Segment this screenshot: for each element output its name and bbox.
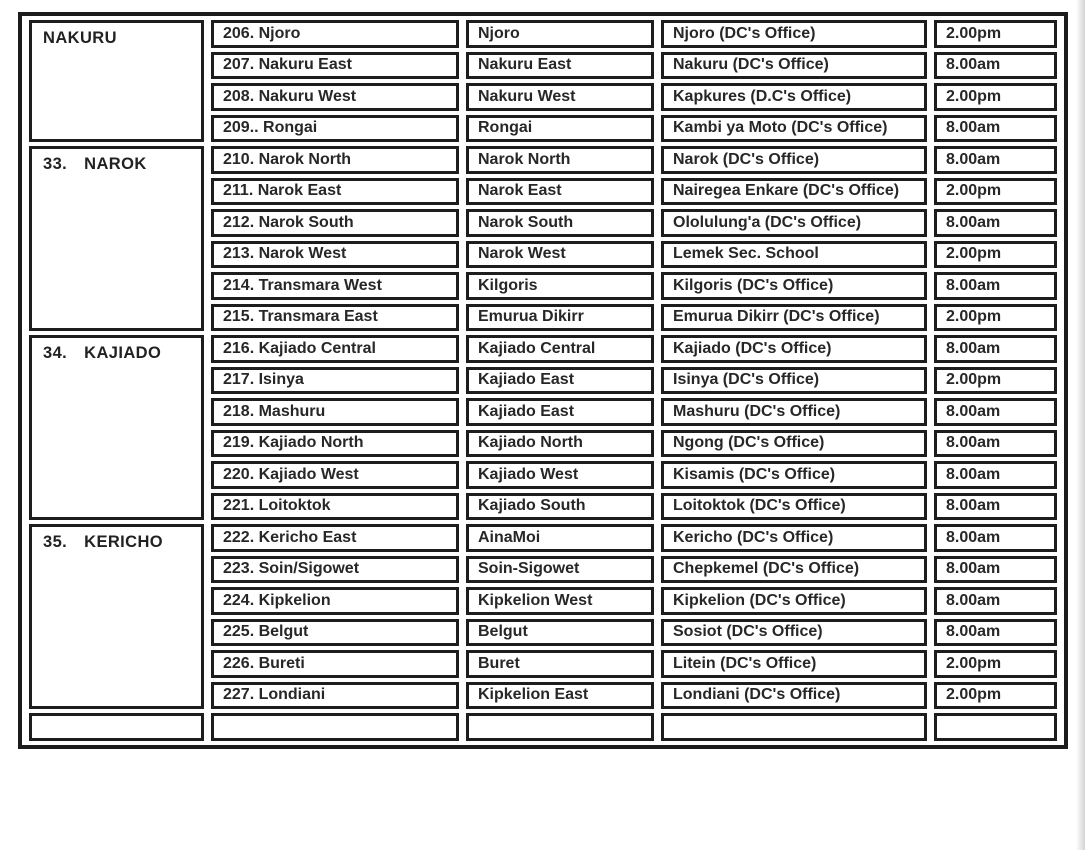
constituency-cell: 213. Narok West <box>211 241 459 269</box>
partial-cell <box>934 713 1057 741</box>
district-cell: Kilgoris <box>466 272 654 300</box>
time-cell: 8.00am <box>934 619 1057 647</box>
county-name: NAROK <box>84 155 147 173</box>
district-cell: Narok East <box>466 178 654 206</box>
county-name: KAJIADO <box>84 344 162 362</box>
time-cell: 2.00pm <box>934 20 1057 48</box>
county-cell <box>29 146 204 331</box>
district-cell: AinaMoi <box>466 524 654 552</box>
venue-cell: Kapkures (D.C's Office) <box>661 83 927 111</box>
time-cell: 8.00am <box>934 335 1057 363</box>
venue-cell: Mashuru (DC's Office) <box>661 398 927 426</box>
time-cell: 8.00am <box>934 52 1057 80</box>
time-cell: 2.00pm <box>934 682 1057 710</box>
constituency-cell: 211. Narok East <box>211 178 459 206</box>
district-cell: Kajiado North <box>466 430 654 458</box>
county-number: 34. <box>43 344 68 362</box>
constituency-cell: 221. Loitoktok <box>211 493 459 521</box>
district-cell: Kipkelion East <box>466 682 654 710</box>
constituency-cell: 210. Narok North <box>211 146 459 174</box>
time-cell: 2.00pm <box>934 178 1057 206</box>
venue-cell: Londiani (DC's Office) <box>661 682 927 710</box>
time-cell: 8.00am <box>934 524 1057 552</box>
venue-cell: Njoro (DC's Office) <box>661 20 927 48</box>
constituency-cell: 212. Narok South <box>211 209 459 237</box>
district-cell: Rongai <box>466 115 654 143</box>
venue-cell: Emurua Dikirr (DC's Office) <box>661 304 927 332</box>
constituency-cell: 207. Nakuru East <box>211 52 459 80</box>
time-cell: 8.00am <box>934 209 1057 237</box>
district-cell: Narok North <box>466 146 654 174</box>
schedule-table-frame <box>18 12 1068 749</box>
time-cell: 2.00pm <box>934 241 1057 269</box>
constituency-cell: 215. Transmara East <box>211 304 459 332</box>
constituency-cell: 220. Kajiado West <box>211 461 459 489</box>
venue-cell: Kambi ya Moto (DC's Office) <box>661 115 927 143</box>
constituency-cell: 214. Transmara West <box>211 272 459 300</box>
constituency-cell: 206. Njoro <box>211 20 459 48</box>
district-cell: Kajiado South <box>466 493 654 521</box>
venue-cell: Isinya (DC's Office) <box>661 367 927 395</box>
county-name: KERICHO <box>84 533 164 551</box>
time-cell: 8.00am <box>934 493 1057 521</box>
district-cell: Nakuru East <box>466 52 654 80</box>
time-cell: 8.00am <box>934 461 1057 489</box>
county-cell <box>29 524 204 709</box>
table-row <box>29 524 1057 552</box>
time-cell: 8.00am <box>934 115 1057 143</box>
district-cell: Kajiado East <box>466 367 654 395</box>
constituency-cell: 219. Kajiado North <box>211 430 459 458</box>
venue-cell: Kisamis (DC's Office) <box>661 461 927 489</box>
time-cell: 8.00am <box>934 430 1057 458</box>
constituency-cell: 225. Belgut <box>211 619 459 647</box>
time-cell: 2.00pm <box>934 650 1057 678</box>
venue-cell: Kericho (DC's Office) <box>661 524 927 552</box>
time-cell: 2.00pm <box>934 304 1057 332</box>
district-cell: Kipkelion West <box>466 587 654 615</box>
constituency-cell: 217. Isinya <box>211 367 459 395</box>
venue-cell: Litein (DC's Office) <box>661 650 927 678</box>
district-cell: Kajiado Central <box>466 335 654 363</box>
venue-cell: Ngong (DC's Office) <box>661 430 927 458</box>
constituency-cell: 218. Mashuru <box>211 398 459 426</box>
county-cell <box>29 335 204 520</box>
time-cell: 2.00pm <box>934 83 1057 111</box>
county-name: NAKURU <box>43 29 117 47</box>
partial-cell <box>466 713 654 741</box>
partial-next-row <box>29 713 1057 741</box>
district-cell: Belgut <box>466 619 654 647</box>
venue-cell: Nairegea Enkare (DC's Office) <box>661 178 927 206</box>
venue-cell: Narok (DC's Office) <box>661 146 927 174</box>
constituency-cell: 208. Nakuru West <box>211 83 459 111</box>
partial-cell <box>211 713 459 741</box>
venue-cell: Loitoktok (DC's Office) <box>661 493 927 521</box>
venue-cell: Kajiado (DC's Office) <box>661 335 927 363</box>
county-cell <box>29 20 204 142</box>
scan-edge-shadow <box>1076 0 1085 850</box>
partial-cell <box>661 713 927 741</box>
constituency-cell: 222. Kericho East <box>211 524 459 552</box>
constituency-cell: 223. Soin/Sigowet <box>211 556 459 584</box>
time-cell: 2.00pm <box>934 367 1057 395</box>
constituency-cell: 226. Bureti <box>211 650 459 678</box>
constituency-cell: 216. Kajiado Central <box>211 335 459 363</box>
district-cell: Narok West <box>466 241 654 269</box>
constituency-cell: 224. Kipkelion <box>211 587 459 615</box>
venue-cell: Chepkemel (DC's Office) <box>661 556 927 584</box>
time-cell: 8.00am <box>934 556 1057 584</box>
table-row <box>29 335 1057 363</box>
time-cell: 8.00am <box>934 146 1057 174</box>
schedule-table <box>22 16 1064 745</box>
constituency-cell: 227. Londiani <box>211 682 459 710</box>
time-cell: 8.00am <box>934 587 1057 615</box>
venue-cell: Sosiot (DC's Office) <box>661 619 927 647</box>
constituency-cell: 209.. Rongai <box>211 115 459 143</box>
district-cell: Narok South <box>466 209 654 237</box>
partial-cell <box>29 713 204 741</box>
county-number: 35. <box>43 533 68 551</box>
venue-cell: Ololulung'a (DC's Office) <box>661 209 927 237</box>
district-cell: Nakuru West <box>466 83 654 111</box>
venue-cell: Kipkelion (DC's Office) <box>661 587 927 615</box>
district-cell: Kajiado West <box>466 461 654 489</box>
county-number: 33. <box>43 155 68 173</box>
district-cell: Emurua Dikirr <box>466 304 654 332</box>
venue-cell: Nakuru (DC's Office) <box>661 52 927 80</box>
table-row <box>29 20 1057 48</box>
time-cell: 8.00am <box>934 398 1057 426</box>
district-cell: Soin-Sigowet <box>466 556 654 584</box>
venue-cell: Lemek Sec. School <box>661 241 927 269</box>
district-cell: Buret <box>466 650 654 678</box>
venue-cell: Kilgoris (DC's Office) <box>661 272 927 300</box>
table-row <box>29 146 1057 174</box>
district-cell: Kajiado East <box>466 398 654 426</box>
district-cell: Njoro <box>466 20 654 48</box>
time-cell: 8.00am <box>934 272 1057 300</box>
